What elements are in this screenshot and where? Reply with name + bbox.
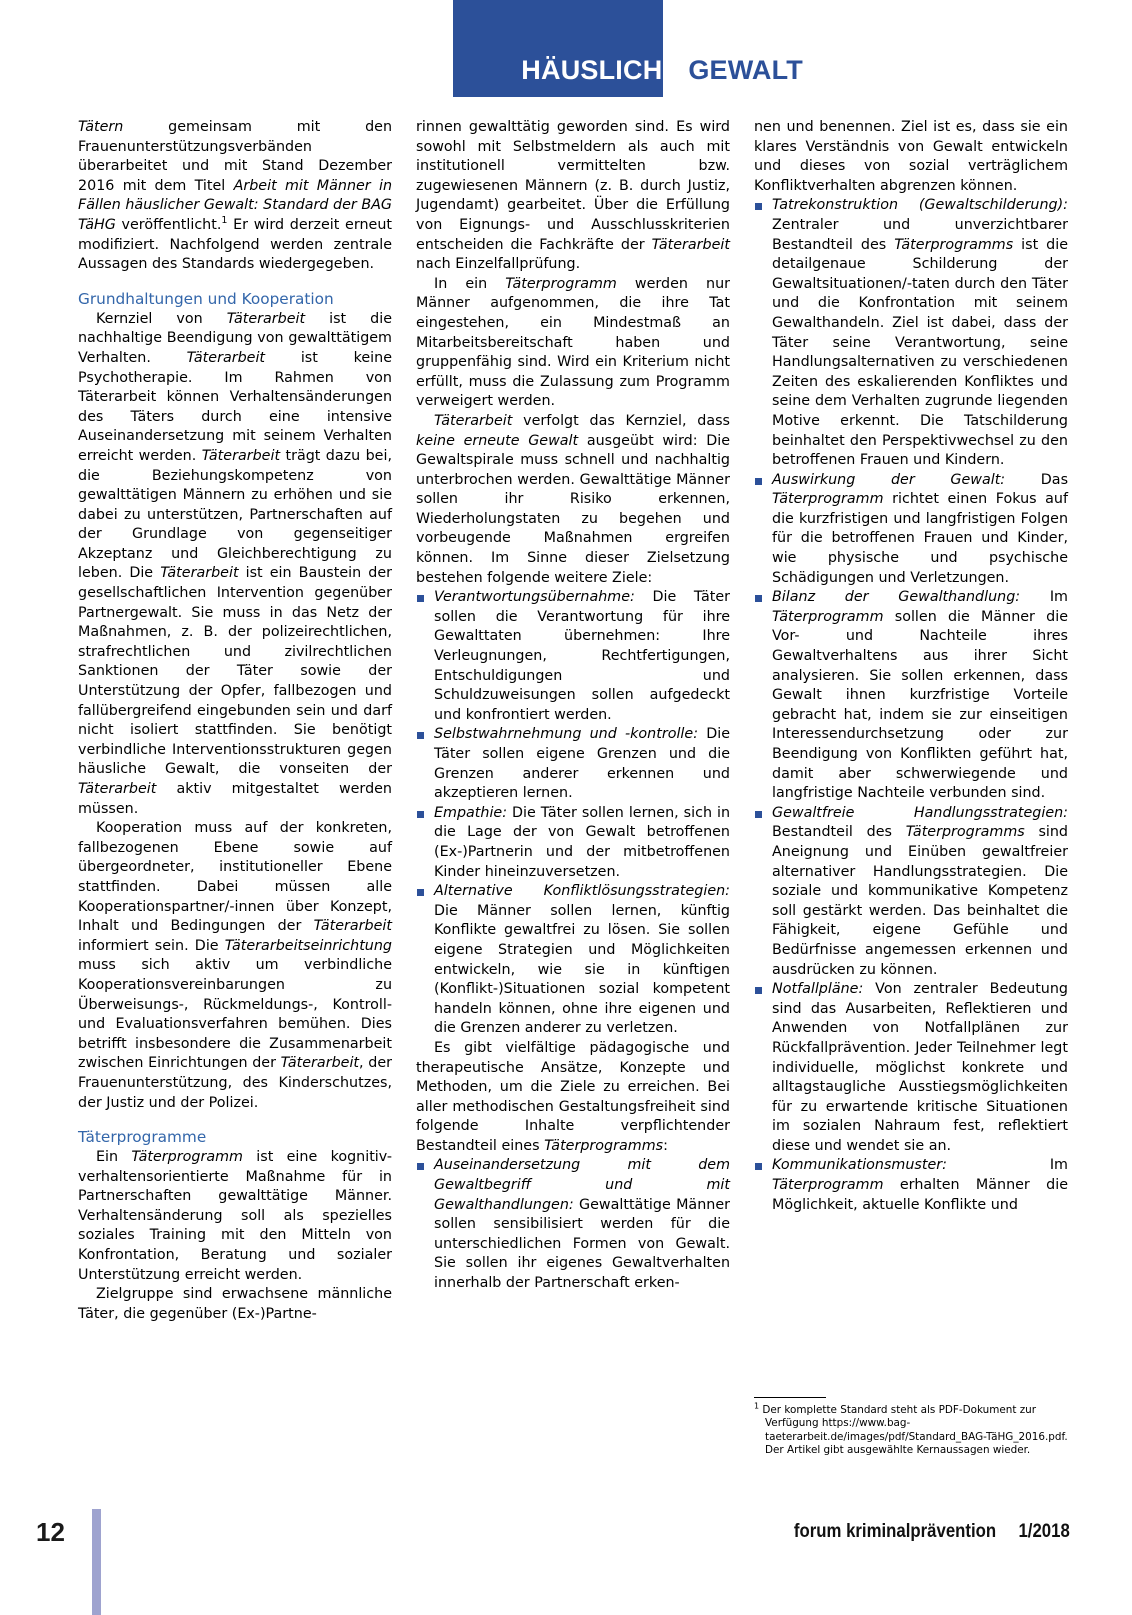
bullet-term: Gewaltfreie Handlungsstrategien: xyxy=(772,804,1068,821)
page-footer xyxy=(0,1494,1132,1600)
column-1 xyxy=(78,118,392,1458)
intro-text-c: Er wird derzeit erneut modifiziert. Nachfolgend werden zentrale Aussagen des Standards wiedergegeben. xyxy=(78,216,392,273)
p2-d: trägt dazu bei, die Beziehungskompetenz von gewalttätigen Männern zu erhöhen und sie dabei zu unterstützen, Partnerschaften auf der Grundlage von gegenseitiger Akzeptanz und Gleichberechtigung zu leben. Die xyxy=(78,447,392,582)
footnote-content xyxy=(754,1401,1068,1458)
paragraph-c2-aufnahme xyxy=(416,275,730,412)
inhalte-bullet-list xyxy=(416,1156,730,1293)
ziele-bullet-list xyxy=(416,588,730,1039)
footer-publication-info xyxy=(794,1520,1070,1543)
bullet-term: Bilanz der Gewalthandlung: xyxy=(772,589,1021,606)
intro-title-italic: Arbeit mit Männer in Fällen häuslicher Gewalt: Standard der BAG TäHG xyxy=(78,177,393,233)
bullet-text-a: Im xyxy=(1049,1157,1068,1174)
paragraph-intro xyxy=(78,118,392,275)
list-item xyxy=(416,882,730,1039)
paragraph-c2-ansaetze xyxy=(416,1039,730,1157)
bullet-term: Empathie: xyxy=(434,804,508,821)
bullet-text: Die Täter sollen lernen, sich in die Lage der von Gewalt betroffenen (Ex-)Partnerin und der mitbetroffenen Kinder hineinzuversetzen. xyxy=(434,804,731,880)
p3-c: muss sich aktiv um verbindliche Kooperationsvereinbarungen zu Überweisungs-, Rückmeldungs-, Kontroll- und Evaluationsverfahren bemühen. Dies betrifft insbesondere die Zusammenarbeit zwischen Einrichtungen der xyxy=(78,957,392,1072)
bullet-square-icon xyxy=(417,732,424,739)
footnote-number: 1 xyxy=(754,1401,760,1411)
section-heading-grundhaltungen: Grundhaltungen und Kooperation xyxy=(78,289,334,308)
intro-lead-italic: Tätern xyxy=(78,119,124,135)
bullet-text-b: richtet einen Fokus auf die kurzfristigen und langfristigen Folgen für die betroffenen Frauen und Kinder, wie physische und psychische Schädigungen und Verletzungen. xyxy=(772,491,1069,586)
bullet-text: Die Männer sollen lernen, künftig Konflikte gewaltfrei zu lösen. Sie sollen eigene Strategien und Möglichkeiten entwickeln, wie sie in künftigen (Konflikt-)Situationen sozial kompetent handeln können, ohne ihre eigenen und die Grenzen anderer zu verletzen. xyxy=(434,902,730,1037)
bullet-term: Alternative Konfliktlösungsstrategien: xyxy=(434,883,730,900)
bullet-text-a: Im xyxy=(1049,589,1068,606)
footnote-reference[interactable]: 1 xyxy=(221,215,228,227)
bullet-square-icon xyxy=(755,478,762,485)
c2p3-i2: keine erneute Gewalt xyxy=(416,432,579,449)
bullet-text-a: Bestandteil des xyxy=(772,824,892,841)
paragraph-c2-kernziel xyxy=(416,412,730,588)
bullet-italic-mid: Täterprogramm xyxy=(772,608,884,625)
c2p2-b: werden nur Männer aufgenommen, die ihre Tat eingestehen, ein Mindestmaß an Mitarbeitsbereitschaft haben und gruppenfähig sind. Wird ein Kriterium nicht erfüllt, muss die Zulassung zum Programm verweigert werden. xyxy=(416,275,731,410)
bullet-square-icon xyxy=(755,987,762,994)
paragraph-taeterprogramm-def xyxy=(78,1148,392,1285)
list-item xyxy=(754,980,1068,1156)
bullet-term: Auseinandersetzung mit dem Gewaltbegriff und mit Gewalthandlungen: xyxy=(434,1157,730,1213)
p2-f: aktiv mitgestaltet werden müssen. xyxy=(78,781,392,817)
p4-i1: Täterprogramm xyxy=(131,1149,243,1166)
list-item xyxy=(754,804,1068,980)
c2p4-b: : xyxy=(663,1137,668,1154)
bullet-text-b: ist die detailgenaue Schilderung der Gewaltsituationen/-taten durch den Täter und die Konfrontation mit seinem Gewalthandeln. Ziel ist dabei, dass der Täter seine Verantwortung, seine Handlungsalternativen zu verschiedenen Zeiten des eskalierenden Konfliktes und seine dem Verhalten zugrunde liegenden Motive erkennt. Die Tatschilderung beinhaltet den Perspektivwechsel zu den betroffenen Frauen und Kindern. xyxy=(772,236,1069,469)
p2-i2: Täterarbeit xyxy=(186,349,266,366)
bullet-text-b: erhalten Männer die Möglichkeit, aktuelle Konflikte und xyxy=(772,1177,1068,1213)
bullet-italic-mid: Täterprogramm xyxy=(772,491,884,508)
bullet-text-b: sollen die Männer die Vor- und Nachteile ihres Gewaltverhaltens aus ihrer Sicht analysieren. Sie sollen erkennen, dass Gewalt ihnen kurzfristige Vorteile gebracht hat, indem sie zur einseitigen Interessendurchsetzung oder zur Beendigung von Konflikten geführt hat, damit aber schwerwiegende und langfristige Nachteile verbunden sind. xyxy=(772,608,1068,802)
bullet-italic-mid: Täterprogramm xyxy=(772,1177,884,1194)
c2p3-a: verfolgt das Kernziel, dass xyxy=(523,412,731,429)
c2p1-b: nach Einzelfallprüfung. xyxy=(416,256,581,273)
bullet-square-icon xyxy=(755,1163,762,1170)
list-item xyxy=(754,1156,1068,1215)
p2-i1: Täterarbeit xyxy=(226,310,306,327)
column-3 xyxy=(754,118,1068,1458)
list-item xyxy=(754,471,1068,589)
p2-b: ist die nachhaltige Beendigung von gewalttätigem Verhalten. xyxy=(78,310,393,366)
intro-text-b: veröffentlicht. xyxy=(121,216,222,233)
footnote-body: Der komplette Standard steht als PDF-Dokument zur Verfügung https://www.bag-taeterarbeit.de/images/pdf/Standard_BAG-TäHG_2016.pdf. Der Artikel gibt ausgewählte Kernaussagen wieder. xyxy=(762,1403,1068,1457)
bullet-term: Selbstwahrnehmung und -kontrolle: xyxy=(434,726,699,743)
page-number: 12 xyxy=(36,1517,65,1547)
section-heading-taeterprogramme: Täterprogramme xyxy=(78,1128,207,1147)
footer-accent-bar xyxy=(92,1509,101,1615)
list-item xyxy=(416,804,730,882)
list-item xyxy=(754,588,1068,804)
paragraph-zielgruppe: Zielgruppe sind erwachsene männliche Täter, die gegenüber (Ex-)Partne- xyxy=(78,1286,392,1322)
page-header xyxy=(0,0,1132,100)
intro-text-a: gemeinsam mit den Frauenunterstützungsverbänden überarbeitet und mit Stand Dezember 2016 mit dem Titel xyxy=(78,119,393,194)
p3-i1: Täterarbeit xyxy=(313,918,392,935)
bullet-square-icon xyxy=(417,1163,424,1170)
page-title-primary: HÄUSLICHE xyxy=(521,55,681,85)
paragraph-c3-continuation: nen und benennen. Ziel ist es, dass sie ein klares Verständnis von Gewalt entwickeln und dieses von sozial verträglichem Konfliktverhalten abgrenzen können. xyxy=(754,119,1068,194)
bullet-text: Die Täter sollen die Verantwortung für ihre Gewalttaten übernehmen: Ihre Verleugnungen, Rechtfertigungen, Entschuldigungen und Schuldzuweisungen sollen aufgedeckt und konfrontiert werden. xyxy=(434,589,730,723)
bullet-text: Gewalttätige Männer sollen sensibilisiert werden für die unterschiedlichen Formen von Gewalt. Sie sollen ihr eigenes Gewaltverhalten innerhalb der Partnerschaft erken- xyxy=(434,1196,730,1292)
bullet-term: Auswirkung der Gewalt: xyxy=(772,471,1006,488)
p2-i4: Täterarbeit xyxy=(160,565,239,582)
c2p4-i1: Täterprogramms xyxy=(544,1137,664,1154)
p2-a: Kernziel von xyxy=(96,310,203,327)
bullet-term: Notfallpläne: xyxy=(772,981,864,998)
column-2 xyxy=(416,118,730,1458)
issue-number: 1/2018 xyxy=(1018,1520,1070,1542)
bullet-text-a: Zentraler und unverzichtbarer Bestandteil des xyxy=(772,216,1068,253)
list-item xyxy=(416,588,730,725)
column-3-body xyxy=(754,118,1068,1215)
p2-c: ist keine Psychotherapie. Im Rahmen von Täterarbeit können Verhaltensänderungen des Täters durch eine intensive Auseinandersetzung mit seinem Verhalten erreicht werden. xyxy=(78,349,392,464)
bullet-italic-mid: Täterprogramms xyxy=(905,824,1025,841)
column-1-body xyxy=(78,118,392,1324)
bullet-text-a: Das xyxy=(1040,471,1069,488)
footnote-block xyxy=(754,1397,1068,1458)
publication-name: forum kriminalprävention xyxy=(794,1520,997,1542)
p3-b: informiert sein. Die xyxy=(78,937,219,954)
paragraph-kooperation xyxy=(78,819,392,1113)
bullet-square-icon xyxy=(417,595,424,602)
paragraph-c2-continuation xyxy=(416,118,730,275)
bullet-term: Verantwortungsübernahme: xyxy=(434,589,635,606)
p3-d: , der Frauenunterstützung, des Kinderschutzes, der Justiz und der Polizei. xyxy=(78,1055,392,1111)
c2p1-i1: Täterarbeit xyxy=(651,236,730,253)
bullet-square-icon xyxy=(755,811,762,818)
footnote-divider xyxy=(754,1397,826,1398)
bullet-text-b: sind Aneignung und Einüben gewaltfreier alternativer Handlungsstrategien. Die soziale und kommunikative Kompetenz soll gestärkt werden. Das beinhaltet die Fähigkeit, eigene Gefühle und Bedürfnisse angemessen erkennen und ausdrücken zu können. xyxy=(772,824,1068,978)
c2p2-a: In ein xyxy=(434,275,488,292)
bullet-term: Tatrekonstruktion (Gewaltschilderung): xyxy=(772,197,1068,214)
paragraph-kernziel xyxy=(78,310,392,819)
c2p4-a: Es gibt vielfältige pädagogische und therapeutische Ansätze, Konzepte und Methoden, um die Ziele zu erreichen. Bei aller methodischen Gestaltungsfreiheit sind folgende Inhalte verpflichtender Bestandteil eines xyxy=(416,1039,730,1154)
bullet-text-a: Von zentraler Bedeutung sind das Ausarbeiten, Reflektieren und Anwenden von Notfallplänen zur Rückfallprävention. Jeder Teilnehmer legt individuelle, möglichst konkrete und alltagstaugliche Ausstiegsmöglichkeiten für zu erwartende kritische Situationen im sozialen Nahraum fest, reflektiert diese und wendet sie an. xyxy=(772,981,1068,1154)
bullet-term: Kommunikationsmuster: xyxy=(772,1157,947,1174)
c2p1-a: rinnen gewalttätig geworden sind. Es wird sowohl mit Selbstmeldern als auch mit institutionell vermittelten bzw. zugewiesenen Männern (z. B. durch Justiz, Jugendamt) gearbeitet. Über die Erfüllung von Eignungs- und Ausschlusskriterien entscheiden die Fachkräfte der xyxy=(416,119,730,253)
p4-a: Ein xyxy=(96,1149,119,1166)
list-item xyxy=(754,196,1068,470)
bullet-text: Die Täter sollen eigene Grenzen und die Grenzen anderer erkennen und akzeptieren lernen. xyxy=(434,726,731,802)
p3-i2: Täterarbeitseinrichtung xyxy=(224,937,392,954)
page-title-secondary: GEWALT xyxy=(688,55,803,85)
list-item xyxy=(416,1156,730,1293)
bullet-square-icon xyxy=(417,889,424,896)
p2-e: ist ein Baustein der gesellschaftlichen Intervention gegenüber Partnergewalt. Sie muss in das Netz der Maßnahmen, z. B. der polizeirechtlichen, strafrechtlichen und zivilrechtlichen Sanktionen der Täter sowie der Unterstützung der Opfer, fallbezogen und fallübergreifend eingebunden sein und darf nicht isoliert stattfinden. Sie benötigt verbindliche Interventionsstrukturen gegen häusliche Gewalt, die vonseiten der xyxy=(78,565,392,778)
p3-a: Kooperation muss auf der konkreten, fallbezogenen Ebene sowie auf übergeordneter, institutioneller Ebene stattfinden. Dabei müssen alle Kooperationspartner/-innen über Konzept, Inhalt und Bedingungen der xyxy=(78,820,392,935)
p4-b: ist eine kognitiv-verhaltensorientierte Maßnahme für in Partnerschaften gewalttätige Männer. Verhaltensänderung soll als spezielles soziales Training mit den Mitteln von Konfrontation, Beratung und sozialer Unterstützung erreicht werden. xyxy=(78,1149,393,1283)
bullet-square-icon xyxy=(755,203,762,210)
bullet-square-icon xyxy=(755,595,762,602)
inhalte-bullet-list-continued xyxy=(754,196,1068,1215)
bullet-square-icon xyxy=(417,811,424,818)
p2-i3: Täterarbeit xyxy=(201,447,281,464)
c2p3-b: ausgeübt wird: Die Gewaltspirale muss schnell und nachhaltig unterbrochen werden. Gewalttätige Männer sollen ihr Risiko erkennen, Wiederholungstaten zu begehen und vorbeugende Maßnahmen ergreifen können. Im Sinne dieser Zielsetzung bestehen folgende weitere Ziele: xyxy=(416,432,730,586)
bullet-italic-mid: Täterprogramms xyxy=(894,236,1014,253)
page-title xyxy=(0,55,803,86)
p2-i5: Täterarbeit xyxy=(78,781,157,797)
column-2-body xyxy=(416,118,730,1294)
c2p3-i1: Täterarbeit xyxy=(434,412,513,429)
article-columns xyxy=(78,118,1070,1458)
list-item xyxy=(416,725,730,803)
p3-i3: Täterarbeit xyxy=(280,1055,360,1072)
c2p2-i1: Täterprogramm xyxy=(505,275,617,292)
